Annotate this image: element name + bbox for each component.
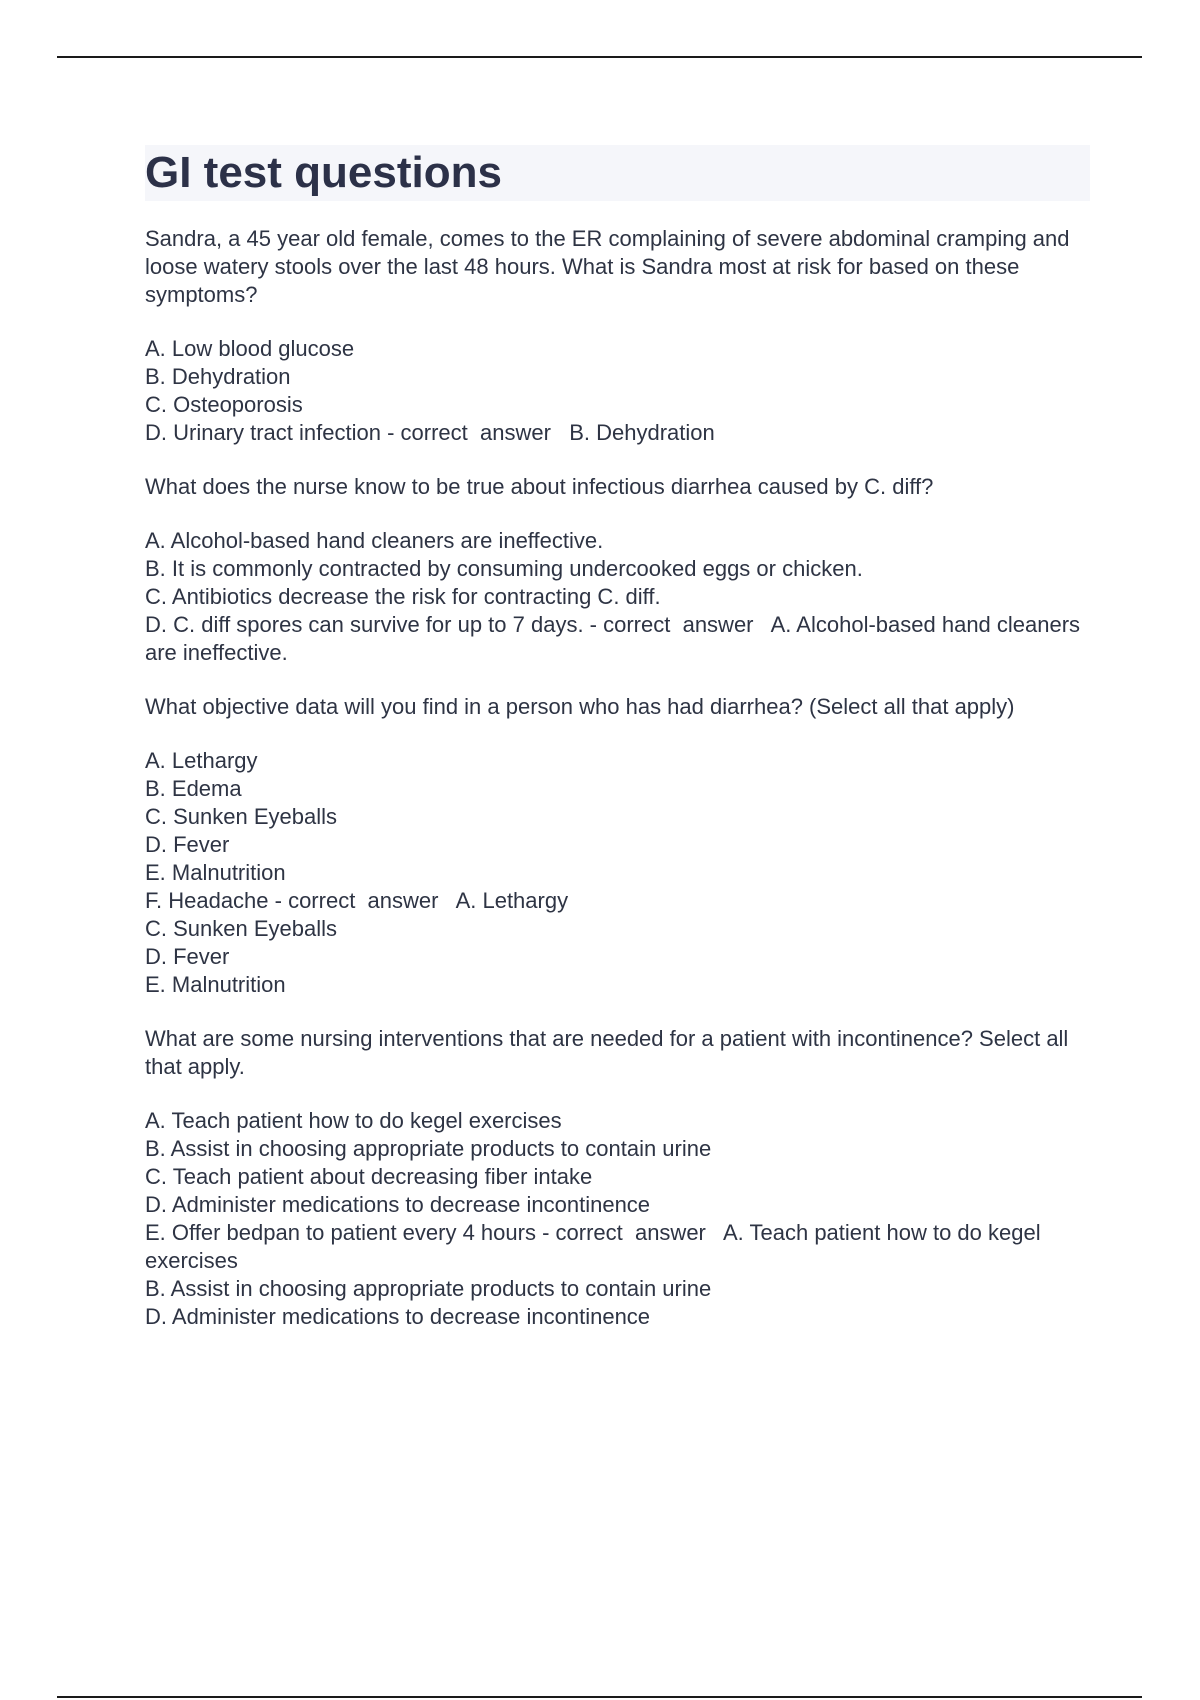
answer-line: F. Headache - correct answer A. Lethargy bbox=[145, 888, 569, 913]
answer-list bbox=[145, 747, 1090, 999]
bottom-divider bbox=[57, 1696, 1142, 1698]
answer-line: A. Lethargy bbox=[145, 748, 258, 773]
answer-list bbox=[145, 527, 1090, 667]
answer-line: C. Osteoporosis bbox=[145, 392, 303, 417]
answer-line: C. Teach patient about decreasing fiber intake bbox=[145, 1164, 593, 1189]
answer-list bbox=[145, 335, 1090, 447]
answer-line: D. Administer medications to decrease incontinence bbox=[145, 1192, 651, 1217]
answer-line: B. Assist in choosing appropriate products to contain urine bbox=[145, 1276, 712, 1301]
question-block-1 bbox=[145, 225, 1090, 447]
question-text: What does the nurse know to be true about infectious diarrhea caused by C. diff? bbox=[145, 474, 934, 499]
answer-line: E. Malnutrition bbox=[145, 972, 286, 997]
answer-line: B. It is commonly contracted by consuming undercooked eggs or chicken. bbox=[145, 556, 863, 581]
answer-line: C. Antibiotics decrease the risk for contracting C. diff. bbox=[145, 584, 661, 609]
answer-line: D. Urinary tract infection - correct answer B. Dehydration bbox=[145, 420, 715, 445]
answer-line: A. Low blood glucose bbox=[145, 336, 355, 361]
question-text: What objective data will you find in a person who has had diarrhea? (Select all that apply) bbox=[145, 694, 1015, 719]
answer-line: B. Edema bbox=[145, 776, 242, 801]
top-divider bbox=[57, 56, 1142, 58]
title-band bbox=[145, 145, 1090, 201]
question-block-2 bbox=[145, 473, 1090, 667]
answer-line: A. Teach patient how to do kegel exercises bbox=[145, 1108, 562, 1133]
answer-line: D. C. diff spores can survive for up to 7 days. - correct answer A. Alcohol-based hand cleaners are ineffective. bbox=[145, 612, 1087, 665]
answer-line: C. Sunken Eyeballs bbox=[145, 804, 337, 829]
answer-line: D. Administer medications to decrease incontinence bbox=[145, 1304, 651, 1329]
question-text: Sandra, a 45 year old female, comes to the ER complaining of severe abdominal cramping and loose watery stools over the last 48 hours. What is Sandra most at risk for based on these symptoms? bbox=[145, 226, 1070, 307]
answer-line: A. Alcohol-based hand cleaners are ineffective. bbox=[145, 528, 604, 553]
answer-list bbox=[145, 1107, 1090, 1331]
answer-line: B. Assist in choosing appropriate products to contain urine bbox=[145, 1136, 712, 1161]
question-block-3 bbox=[145, 693, 1090, 999]
answer-line: E. Offer bedpan to patient every 4 hours - correct answer A. Teach patient how to do kegel exercises bbox=[145, 1220, 1047, 1273]
answer-line: E. Malnutrition bbox=[145, 860, 286, 885]
question-text: What are some nursing interventions that are needed for a patient with incontinence? Select all that apply. bbox=[145, 1026, 1069, 1079]
page-content bbox=[145, 145, 1090, 1331]
answer-line: D. Fever bbox=[145, 944, 230, 969]
question-block-4 bbox=[145, 1025, 1090, 1331]
answer-line: C. Sunken Eyeballs bbox=[145, 916, 337, 941]
page-title: GI test questions bbox=[145, 148, 502, 197]
answer-line: D. Fever bbox=[145, 832, 230, 857]
answer-line: B. Dehydration bbox=[145, 364, 291, 389]
